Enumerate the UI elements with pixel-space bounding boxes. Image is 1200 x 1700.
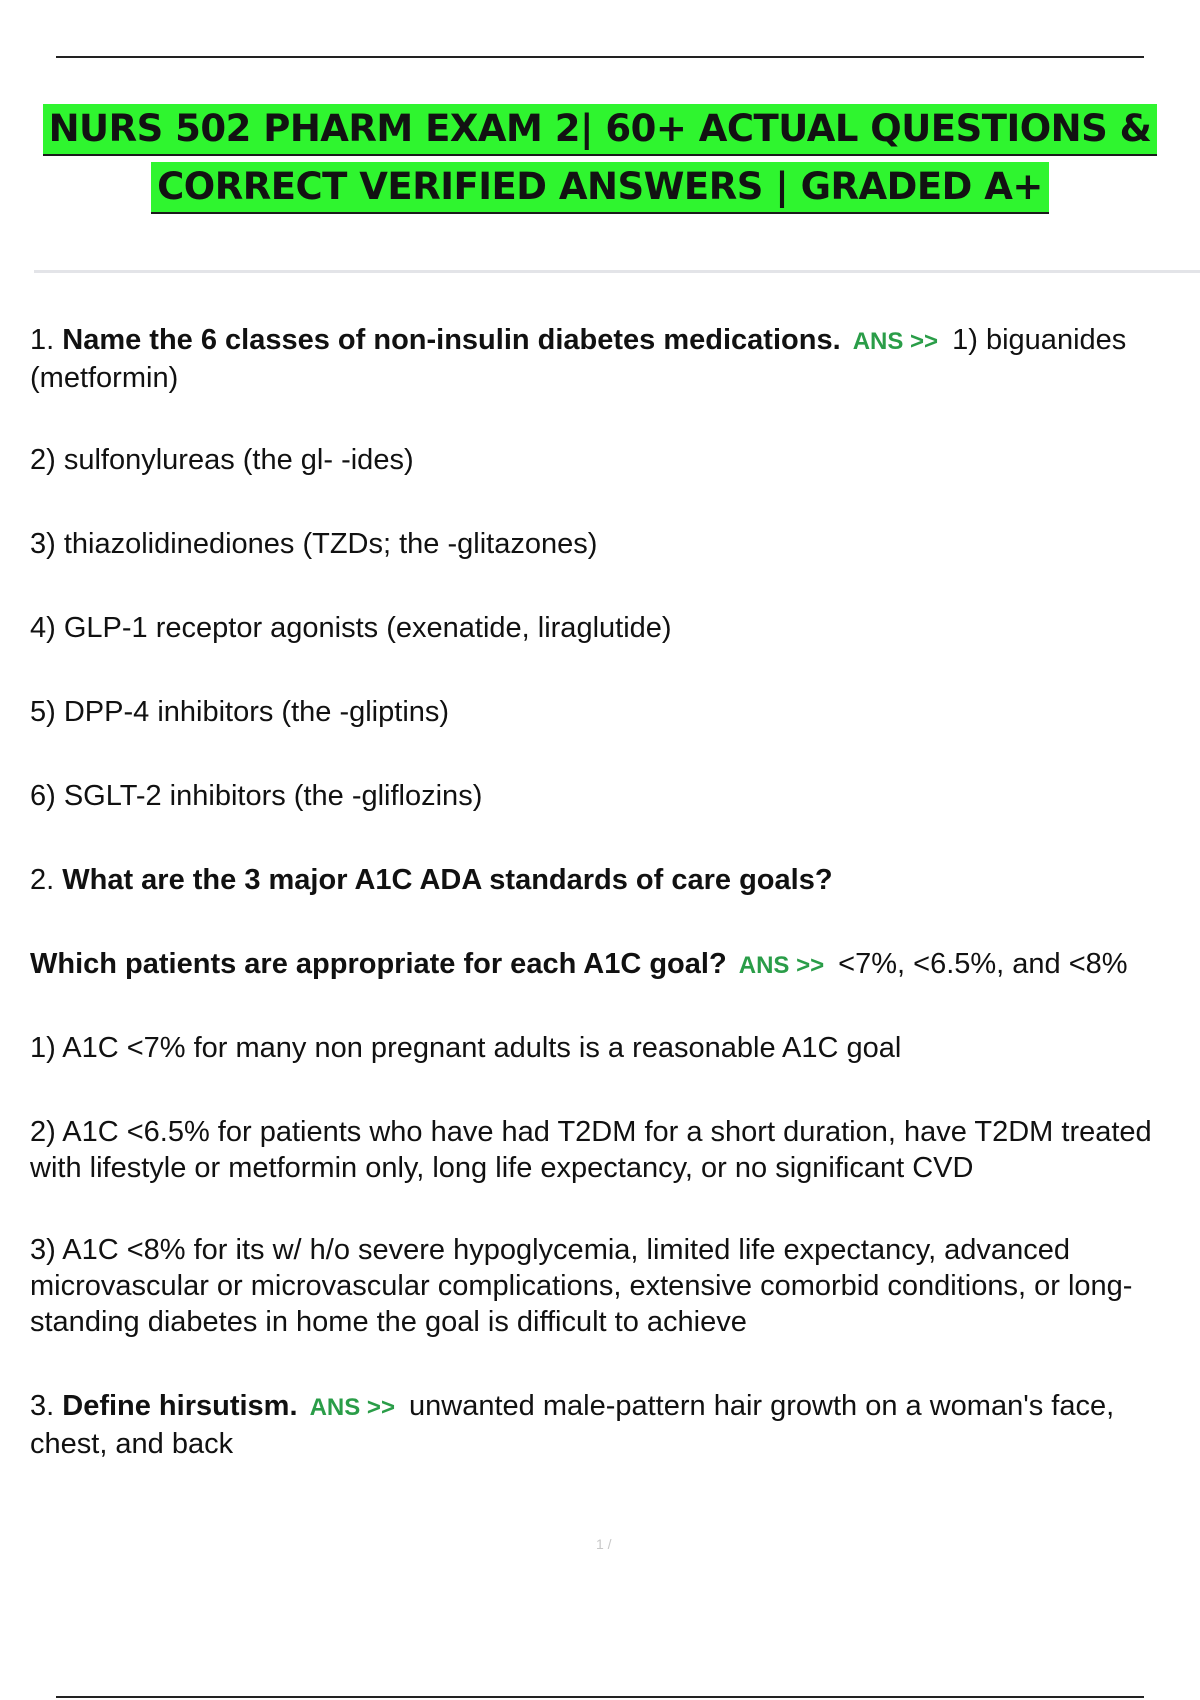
question-text: Which patients are appropriate for each A1C goal? bbox=[30, 948, 727, 980]
title-line-2: CORRECT VERIFIED ANSWERS | GRADED A+ bbox=[151, 162, 1049, 214]
question-text: Define hirsutism. bbox=[62, 1390, 298, 1422]
answer-marker: ANS >> bbox=[309, 1394, 395, 1421]
answer-list-item: 2) A1C <6.5% for patients who have had T2DM for a short duration, have T2DM treated with lifestyle or metformin only, long life expectancy, or no significant CVD bbox=[30, 1116, 1152, 1184]
question-text: What are the 3 major A1C ADA standards of care goals? bbox=[62, 864, 833, 896]
answer-marker: ANS >> bbox=[852, 328, 939, 355]
answer-text: 1) biguanides (metformin) bbox=[30, 324, 1127, 394]
question-1 bbox=[30, 322, 1190, 396]
answer-list-item: 2) sulfonylureas (the gl- -ides) bbox=[30, 444, 414, 476]
question-number: 2. bbox=[30, 864, 55, 896]
answer-text: unwanted male-pattern hair growth on a woman's face, chest, and back bbox=[30, 1390, 1115, 1460]
top-rule bbox=[56, 56, 1144, 58]
bottom-rule bbox=[56, 1696, 1144, 1698]
section-divider bbox=[34, 270, 1200, 273]
answer-list-item: 5) DPP-4 inhibitors (the -gliptins) bbox=[30, 696, 450, 728]
answer-list-item: 6) SGLT-2 inhibitors (the -gliflozins) bbox=[30, 780, 483, 812]
qa-content bbox=[30, 322, 1190, 1462]
answer-list-item: 1) A1C <7% for many non pregnant adults is a reasonable A1C goal bbox=[30, 1032, 902, 1064]
title-line-1: NURS 502 PHARM EXAM 2| 60+ ACTUAL QUESTIONS & bbox=[43, 104, 1158, 156]
question-text: Name the 6 classes of non-insulin diabetes medications. bbox=[62, 324, 841, 356]
answer-list-item: 4) GLP-1 receptor agonists (exenatide, liraglutide) bbox=[30, 612, 672, 644]
answer-list-item: 3) thiazolidinediones (TZDs; the -glitazones) bbox=[30, 528, 598, 560]
question-number: 3. bbox=[30, 1390, 55, 1422]
question-3 bbox=[30, 1388, 1190, 1462]
question-2-part-2 bbox=[30, 946, 1190, 984]
document-title bbox=[0, 104, 1200, 214]
question-number: 1. bbox=[30, 324, 55, 356]
answer-marker: ANS >> bbox=[738, 952, 825, 979]
page-number: 1 / bbox=[596, 1536, 612, 1552]
question-2 bbox=[30, 862, 1190, 898]
answer-text: <7%, <6.5%, and <8% bbox=[838, 948, 1128, 980]
answer-list-item: 3) A1C <8% for its w/ h/o severe hypoglycemia, limited life expectancy, advanced microvascular or microvascular complications, extensive comorbid conditions, or long-standing diabetes in home the goal is difficult to achieve bbox=[30, 1234, 1133, 1338]
